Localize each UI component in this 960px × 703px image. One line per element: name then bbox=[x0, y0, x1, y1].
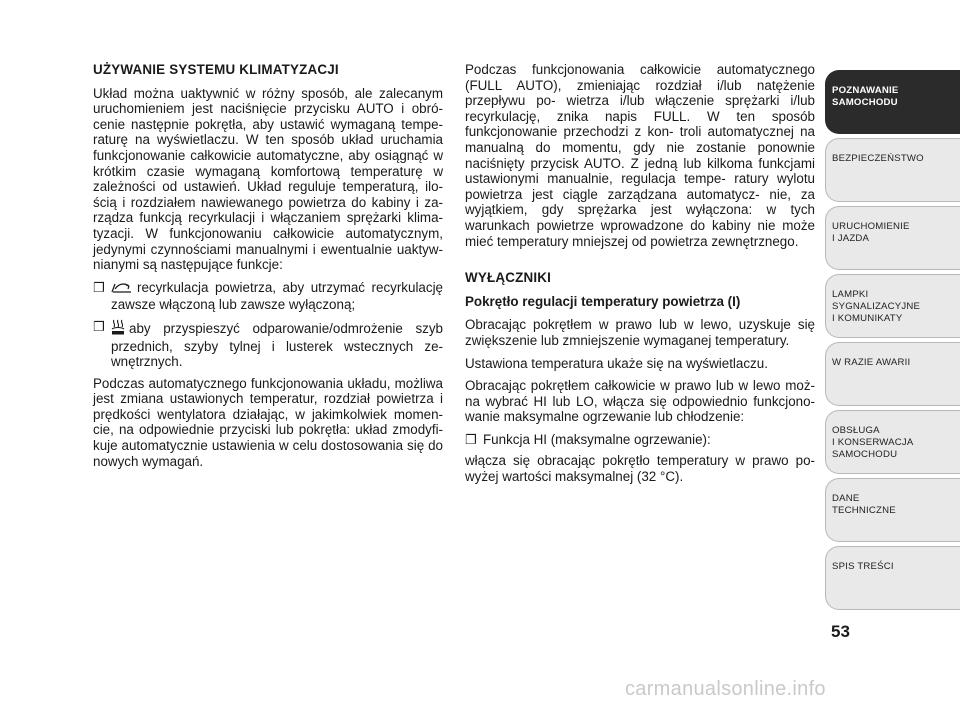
paragraph: Podczas automatycznego funkcjonowania układu, możliwa jest zmiana ustawionych temperatur, rozdział powietrza i prędkości wentylatora działając, w jakimkolwiek momen- cie, na odpowiednie przyciski lub pokrętła: układ zmodyfi- kuje automatycznie ustawienia w celu dostosowania się do nowych wymagań. bbox=[93, 375, 443, 469]
checkbox-bullet: ❒ bbox=[93, 318, 105, 334]
paragraph: Podczas funkcjonowania całkowicie automatycznego (FULL AUTO), zmieniając rozdział i/lub natężenie przepływu po- wietrza i/lub włączenie sprężarki i/lub recyrkulację, znika napis FULL. W ten sposób funkcjonowanie przechodzi z kon- troli automatycznej na manualną do momentu, gdy nie zostanie ponownie naciśnięty przycisk AUTO. Z jedną lub kilkoma funkcjami ustawionymi manualnie, regulacja tempe- ratury wylotu powietrza jest ciągle zarządzana automatycz- nie, za wyjątkiem, gdy sprężarka jest wyłączona: w tych warunkach powietrze wprowadzone do kabiny nie może mieć temperatury mniejszej od powietrza zewnętrznego. bbox=[465, 62, 815, 249]
tab-bezpieczenstwo[interactable]: BEZPIECZEŃSTWO bbox=[825, 138, 960, 202]
section-heading: UŻYWANIE SYSTEMU KLIMATYZACJI bbox=[93, 62, 339, 77]
list-item-text: aby przyspieszyć odparowanie/odmrożenie szyb przednich, szyby tylnej i lusterek wstecznych ze- wnętrznych. bbox=[111, 320, 443, 370]
subsection-heading: Pokrętło regulacji temperatury powietrza (I) bbox=[465, 293, 741, 309]
watermark: carmanualsonline.info bbox=[625, 678, 826, 700]
left-column bbox=[93, 62, 443, 476]
tab-poznawanie-samochodu[interactable]: POZNAWANIE SAMOCHODU bbox=[825, 70, 960, 134]
tab-uruchomienie-i-jazda[interactable]: URUCHOMIENIE I JAZDA bbox=[825, 206, 960, 270]
paragraph: Obracając pokrętłem w prawo lub w lewo, uzyskuje się zwiększenie lub zmniejszenie wymaganej temperatury. bbox=[465, 317, 815, 348]
tab-obsluga-i-konserwacja[interactable]: OBSŁUGA I KONSERWACJA SAMOCHODU bbox=[825, 410, 960, 474]
recirculation-icon bbox=[111, 282, 133, 298]
section-heading: WYŁĄCZNIKI bbox=[465, 270, 552, 286]
paragraph: Układ można uaktywnić w różny sposób, ale zalecanym uruchomieniem jest naciśnięcie przycisku AUTO i obró- cenie następnie pokrętła, aby ustawić wymaganą tempe- raturę na wyświetlaczu. W ten sposób układ uruchamia funkcjonowanie całkowicie automatyczne, aby osiągnąć w krótkim czasie wymaganą komfortową temperaturę w zależności od ustawień. Układ reguluje temperaturą, ilo- ścią i rozdziałem nawiewanego powietrza do kabiny i za- rządza funkcją recyrkulacji i włączaniem sprężarki klima- tyzacji. W funkcjonowaniu całkowicie automatycznym, jedynymi czynnościami manualnymi i ewentualnie uaktyw- nianymi są następujące funkcje: bbox=[93, 85, 443, 273]
paragraph: Ustawiona temperatura ukaże się na wyświetlaczu. bbox=[465, 355, 768, 371]
tab-spis-tresci[interactable]: SPIS TREŚCI bbox=[825, 546, 960, 610]
tab-lampki-sygnalizacyjne[interactable]: LAMPKI SYGNALIZACYJNE I KOMUNIKATY bbox=[825, 274, 960, 338]
list-item-text: recyrkulacja powietrza, aby utrzymać recyrkulację zawsze włączoną lub zawsze wyłączoną; bbox=[111, 279, 443, 313]
checkbox-bullet: ❒ bbox=[93, 279, 105, 295]
list-item-text: Funkcja HI (maksymalne ogrzewanie): bbox=[483, 431, 711, 447]
page-number: 53 bbox=[831, 622, 850, 641]
paragraph: włącza się obracając pokrętło temperatury w prawo po- wyżej wartości maksymalnej (32 °C). bbox=[465, 453, 815, 485]
checkbox-bullet: ❒ bbox=[465, 431, 477, 447]
list-item bbox=[93, 319, 443, 370]
right-column bbox=[465, 62, 815, 492]
list-item bbox=[465, 432, 815, 448]
tab-w-razie-awarii[interactable]: W RAZIE AWARII bbox=[825, 342, 960, 406]
paragraph: Obracając pokrętłem całkowicie w prawo lub w lewo moż- na wybrać HI lub LO, włącza się odpowiednio funkcjono- wanie maksymalne ogrzewanie lub chłodzenie: bbox=[465, 378, 815, 425]
tab-dane-techniczne[interactable]: DANE TECHNICZNE bbox=[825, 478, 960, 542]
list-item bbox=[93, 280, 443, 313]
max-defrost-icon bbox=[111, 319, 125, 339]
